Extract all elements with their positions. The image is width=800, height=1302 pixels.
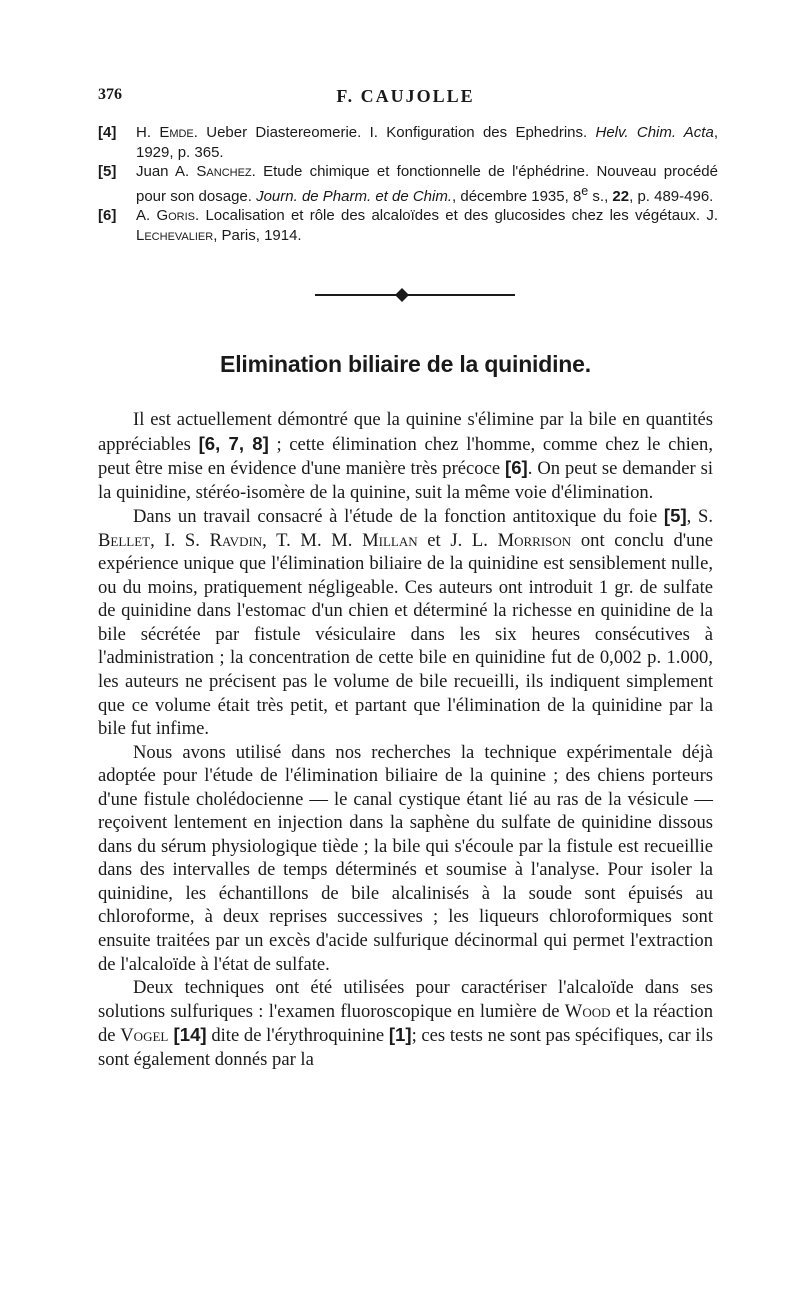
reference-title: Localisation et rôle des alcaloïdes et des glucosides chez les végétaux. J.	[199, 207, 719, 224]
page-header	[98, 86, 713, 110]
paragraph	[98, 976, 713, 1071]
citation: [6]	[505, 457, 528, 479]
paragraph-text: , I. S.	[150, 529, 210, 551]
paragraph	[98, 408, 713, 504]
reference-list	[98, 123, 718, 245]
paragraph-text: Il est actuellement démontré que la quinine s'élimine par la bile en quantités appréciables	[98, 409, 713, 455]
paragraph-text: ; ces tests ne sont pas spécifiques, car ils sont également donnés par la	[98, 1025, 713, 1070]
paragraph-text: et la réaction de	[98, 1000, 713, 1047]
paragraph-text: dite de l'érythroquinine	[206, 1025, 389, 1047]
reference-author-prefix: A.	[136, 207, 157, 224]
reference-number: [5]	[98, 163, 117, 180]
reference-item	[98, 123, 718, 162]
reference-number: [4]	[98, 124, 117, 141]
reference-details: , 1929, p. 365.	[136, 124, 718, 161]
running-head: F. CAUJOLLE	[336, 86, 475, 106]
citation: [5]	[663, 505, 687, 527]
article-body	[98, 408, 713, 1071]
author-name: Millan	[362, 529, 418, 551]
reference-author: H. Emde.	[136, 124, 198, 141]
author-name: Vogel	[120, 1025, 169, 1047]
reference-text	[136, 162, 718, 206]
paragraph-text: . On peut se demander si la quinidine, stéréo-isomère de la quinine, suit la même voie d'élimination.	[98, 458, 713, 503]
reference-superscript: e	[581, 183, 589, 198]
author-name: Morrison	[497, 529, 572, 551]
reference-author: Sanchez.	[196, 163, 256, 180]
author-name: Ravdin	[209, 529, 263, 551]
divider-diamond-icon	[395, 288, 409, 302]
reference-journal: Journ. de Pharm. et de Chim.	[256, 187, 453, 205]
reference-volume: 22	[612, 187, 630, 205]
citation: [14]	[168, 1024, 207, 1046]
reference-author-prefix: Juan A.	[136, 163, 197, 180]
reference-title: Ueber Diastereomerie. I. Konfiguration des Ephedrins.	[197, 124, 596, 141]
paragraph-text: , S.	[686, 506, 713, 528]
paragraph	[98, 504, 713, 740]
citation: [6, 7, 8]	[198, 432, 269, 454]
paragraph-text: , T. M. M.	[262, 529, 363, 551]
reference-pages: , p. 489-496.	[629, 187, 714, 205]
reference-text	[136, 123, 718, 162]
reference-title: Etude chimique et fonctionnelle de l'éphédrine. Nouveau procédé pour son dosage.	[136, 163, 718, 205]
author-name: Wood	[564, 1000, 611, 1022]
author-name: Bellet	[98, 529, 151, 551]
reference-journal: Helv. Chim. Acta	[595, 124, 714, 141]
paragraph-text: ont conclu d'une expérience unique que l'élimination biliaire de la quinidine est sensiblement nulle, ou du moins, pratiquement négligeable. Ces auteurs ont introduit 1 gr. de sulfate de quinidine dans l'estomac d'un chien et déterminé la richesse en quinidine de la bile sécrétée par fistule vésiculaire dans les six heures consécutives à l'administration ; la concentration de cette bile en quinidine fut de 0,002 p. 1.000, les auteurs ne précisent pas le volume de bile recueilli, ils indiquent simplement que ce volume était très petit, et partant que l'élimination de la quinidine par la bile fut infime.	[98, 529, 713, 740]
paragraph-text: Dans un travail consacré à l'étude de la fonction antitoxique du foie	[133, 506, 664, 528]
reference-number: [6]	[98, 207, 117, 224]
reference-details: s.,	[588, 187, 613, 205]
reference-item	[98, 206, 718, 245]
article-title: Elimination biliaire de la quinidine.	[220, 351, 591, 377]
paragraph-text: et J. L.	[417, 529, 498, 551]
reference-details: , Paris, 1914.	[213, 226, 302, 244]
paragraph-text: Deux techniques ont été utilisées pour caractériser l'alcaloïde dans ses solutions sulfuriques : l'examen fluoroscopique en lumière de	[98, 977, 713, 1022]
paragraph-text: ; cette élimination chez l'homme, comme chez le chien, peut être mise en évidence d'une manière très précoce	[98, 433, 713, 480]
reference-details: , décembre 1935, 8	[452, 187, 582, 205]
reference-text	[136, 206, 718, 245]
section-divider-rule	[315, 294, 515, 296]
reference-author: Goris.	[156, 207, 200, 224]
page-number: 376	[98, 86, 122, 103]
reference-item	[98, 162, 718, 206]
paragraph: Nous avons utilisé dans nos recherches la technique expérimentale déjà adoptée pour l'étude de l'élimination biliaire de la quinine ; des chiens porteurs d'une fistule cholédocienne — le canal cystique étant lié au ras de la vésicule — reçoivent lentement en injection dans la saphène du sulfate de quinidine dissous dans du sérum physiologique tiède ; la bile qui s'écoule par la fistule est recueillie dans des intervalles de temps déterminés et soumise à l'analyse. Pour isoler la quinidine, les échantillons de bile alcalinisés à la soude sont épuisés au chloroforme, à deux reprises successives ; les liqueurs chloroformiques sont ensuite traitées par un excès d'acide sulfurique décinormal qui permet l'extraction de l'alcaloïde à l'état de sulfate.	[98, 741, 713, 975]
reference-publisher: Lechevalier	[136, 226, 214, 244]
citation: [1]	[388, 1024, 412, 1046]
